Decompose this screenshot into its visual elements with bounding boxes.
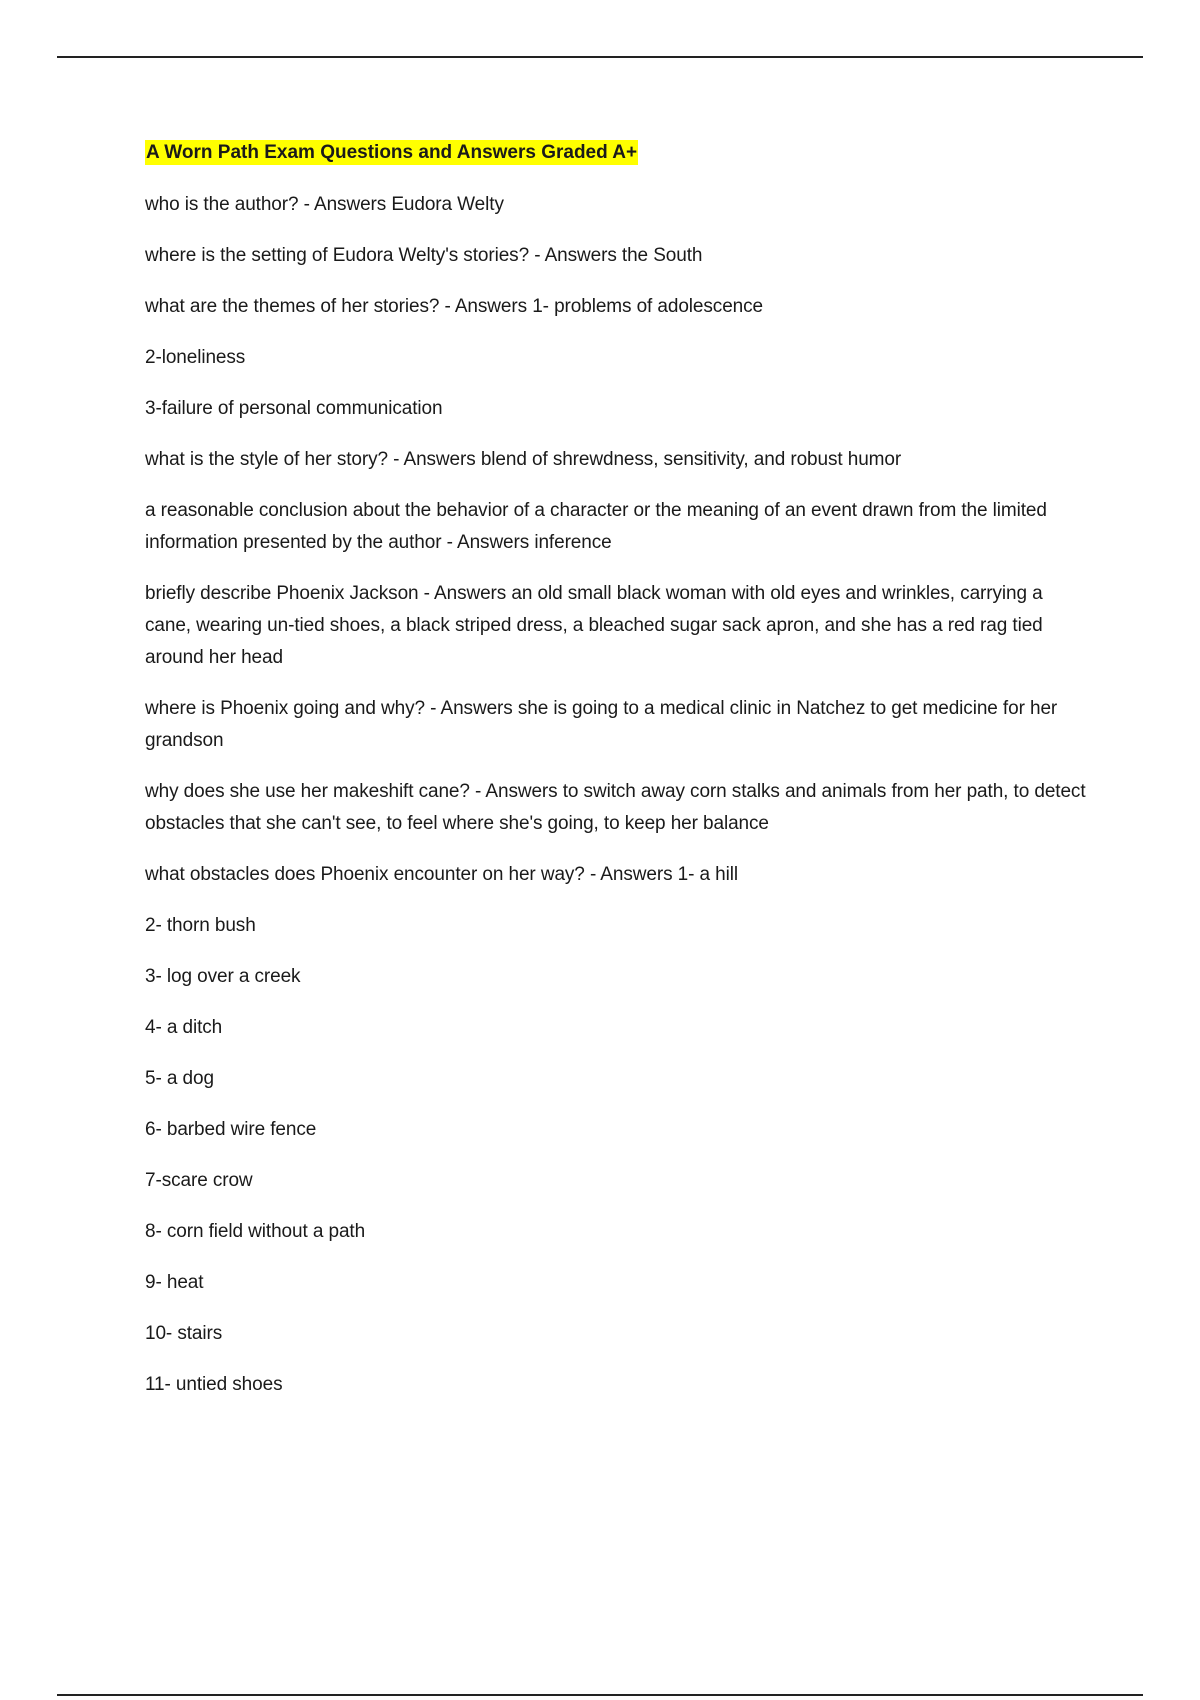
qa-line-3: what are the themes of her stories? - Answers 1- problems of adolescence xyxy=(145,296,764,317)
qa-line-18: 8- corn field without a path xyxy=(145,1221,366,1242)
qa-line-4: 2-loneliness xyxy=(145,347,246,368)
title-row xyxy=(145,140,1090,189)
qa-line-13: 3- log over a creek xyxy=(145,966,301,987)
qa-line-10: why does she use her makeshift cane? - Answers to switch away corn stalks and animals from her path, to detect obstacles that she can't see, to feel where she's going, to keep her balance xyxy=(145,781,1086,834)
qa-line-2: where is the setting of Eudora Welty's stories? - Answers the South xyxy=(145,245,703,266)
qa-line-14: 4- a ditch xyxy=(145,1017,223,1038)
document-title: A Worn Path Exam Questions and Answers Graded A+ xyxy=(146,142,638,163)
document-body xyxy=(145,140,1090,1420)
qa-line-6: what is the style of her story? - Answers blend of shrewdness, sensitivity, and robust humor xyxy=(145,449,902,470)
qa-line-9: where is Phoenix going and why? - Answers she is going to a medical clinic in Natchez to get medicine for her grandson xyxy=(145,698,1058,751)
top-rule xyxy=(57,56,1143,58)
qa-line-17: 7-scare crow xyxy=(145,1170,253,1191)
qa-line-15: 5- a dog xyxy=(145,1068,214,1089)
qa-line-11: what obstacles does Phoenix encounter on her way? - Answers 1- a hill xyxy=(145,864,738,885)
bottom-rule xyxy=(57,1694,1143,1696)
qa-line-5: 3-failure of personal communication xyxy=(145,398,443,419)
qa-line-1: who is the author? - Answers Eudora Welty xyxy=(145,194,504,215)
qa-line-20: 10- stairs xyxy=(145,1323,223,1344)
qa-line-21: 11- untied shoes xyxy=(145,1374,283,1395)
qa-line-7: a reasonable conclusion about the behavior of a character or the meaning of an event drawn from the limited information presented by the author - Answers inference xyxy=(145,500,1047,553)
qa-line-16: 6- barbed wire fence xyxy=(145,1119,317,1140)
qa-line-12: 2- thorn bush xyxy=(145,915,256,936)
qa-line-8: briefly describe Phoenix Jackson - Answers an old small black woman with old eyes and wrinkles, carrying a cane, wearing un-tied shoes, a black striped dress, a bleached sugar sack apron, and she has a red rag tied around her head xyxy=(145,583,1043,668)
qa-line-19: 9- heat xyxy=(145,1272,204,1293)
